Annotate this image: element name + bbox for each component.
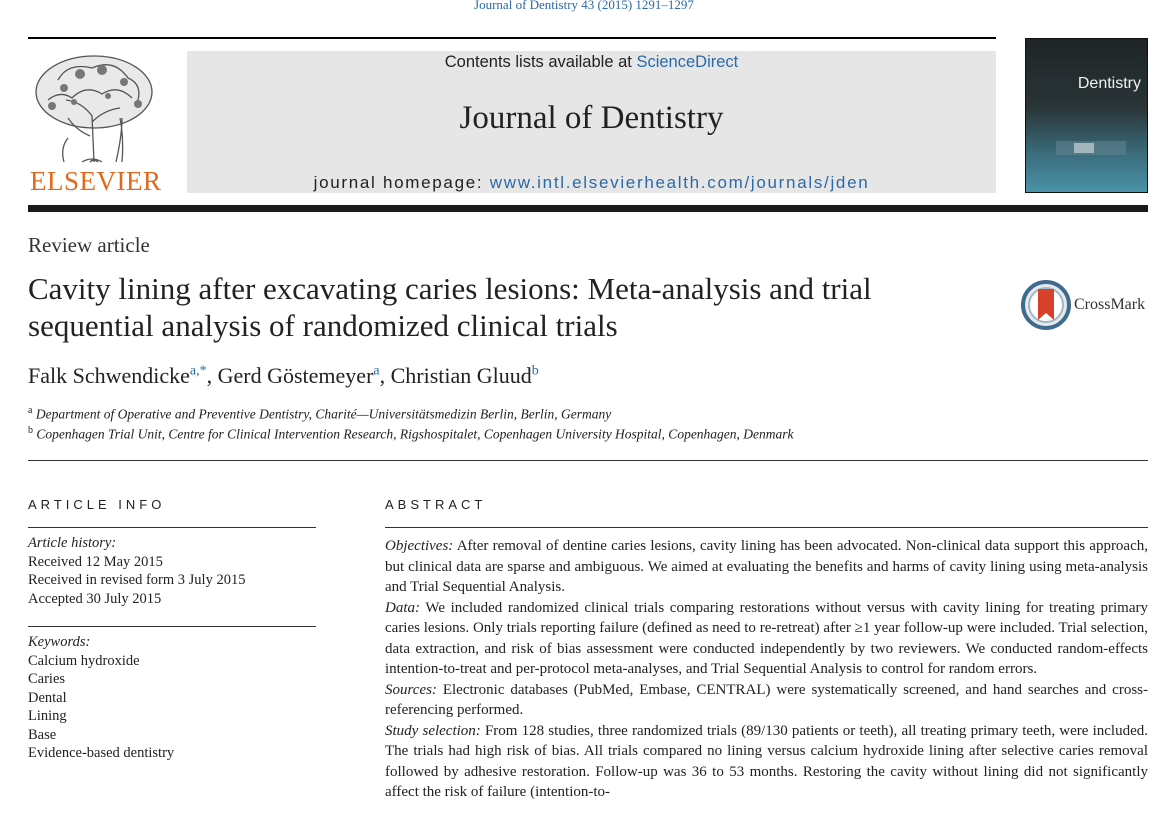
abstract-study-selection [385, 721, 1148, 803]
abstract-section-label: Data: [385, 599, 420, 616]
history-entry: Accepted 30 July 2015 [28, 590, 162, 607]
affiliation-b [28, 425, 794, 443]
crossmark-icon[interactable] [1021, 280, 1071, 330]
homepage-prefix: journal homepage: [313, 173, 484, 192]
author-separator: , [379, 363, 391, 388]
article-history [28, 534, 245, 608]
history-entry: Received in revised form 3 July 2015 [28, 572, 246, 588]
abstract-section-label: Study selection: [385, 722, 481, 739]
affiliation-mark: a [28, 405, 33, 416]
abstract-section-label: Objectives: [385, 538, 454, 554]
affiliation-text: Copenhagen Trial Unit, Centre for Clinical Intervention Research, Rigshospitalet, Copenhagen University Hospital, Copenhagen, Denmark [36, 426, 794, 442]
contents-prefix: Contents lists available at [444, 53, 632, 71]
author-name[interactable]: Christian Gluud [390, 363, 532, 388]
homepage-link[interactable]: www.intl.elsevierhealth.com/journals/jden [489, 173, 870, 192]
sciencedirect-link[interactable]: ScienceDirect [636, 53, 739, 71]
article-info-heading: ARTICLE INFO [28, 497, 166, 512]
abstract-data [385, 598, 1148, 680]
author-affiliation-mark[interactable]: a,* [189, 363, 207, 379]
keyword-item: Base [28, 726, 57, 743]
keyword-item: Caries [28, 671, 66, 687]
section-divider [28, 460, 1148, 461]
article-info-rule [28, 527, 316, 528]
journal-homepage [187, 173, 996, 193]
cover-title: Dentistry [1077, 75, 1141, 92]
history-label: Article history: [28, 535, 117, 551]
elsevier-wordmark: ELSEVIER [30, 166, 162, 196]
abstract-body [385, 536, 1148, 803]
keywords-label: Keywords: [28, 634, 91, 650]
abstract-section-text: We included randomized clinical trials comparing restorations without versus with cavity lining for treating primary caries lesions. Only trials reporting failure (defined as need to re-retreat) after ≥1 year follow-up were included. Trial selection, data extraction, and risk of bias assessment were conducted independently by two reviewers. We conducted random-effects intention-to-treat and per-protocol meta-analyses, and Trial Sequential Analysis to control for random errors. [385, 599, 1148, 677]
contents-line [187, 53, 996, 72]
journal-cover-image[interactable] [1025, 38, 1148, 193]
abstract-objectives [385, 536, 1148, 598]
crossmark-label[interactable]: CrossMark [1074, 296, 1146, 313]
author-separator: , [206, 363, 218, 388]
abstract-section-text: After removal of dentine caries lesions, cavity lining has been advocated. Non-clinical data support this approach, but clinical data are sparse and ambiguous. We aimed at evaluating the benefits and harms of cavity lining using meta-analysis and Trial Sequential Analysis. [385, 538, 1148, 595]
abstract-section-label: Sources: [385, 681, 437, 698]
keyword-item: Lining [28, 708, 67, 724]
author-list [28, 363, 539, 389]
author-name[interactable]: Gerd Göstemeyer [217, 363, 374, 388]
journal-citation[interactable]: Journal of Dentistry 43 (2015) 1291–1297 [474, 0, 694, 12]
cover-artwork [1056, 135, 1126, 165]
keyword-item: Calcium hydroxide [28, 652, 140, 669]
author-affiliation-mark[interactable]: b [531, 363, 539, 379]
author-affiliation-mark[interactable]: a [373, 363, 380, 379]
author-name[interactable]: Falk Schwendicke [28, 363, 190, 388]
abstract-rule [385, 527, 1148, 528]
keyword-item: Dental [28, 689, 67, 706]
top-rule [28, 37, 996, 39]
abstract-sources [385, 680, 1148, 721]
header-divider [28, 205, 1148, 212]
affiliation-a [28, 405, 611, 423]
history-entry: Received 12 May 2015 [28, 553, 163, 570]
abstract-heading: ABSTRACT [385, 497, 487, 512]
journal-title: Journal of Dentistry [459, 100, 724, 136]
affiliation-text: Department of Operative and Preventive Dentistry, Charité—Universitätsmedizin Berlin, Berlin, Germany [35, 406, 612, 422]
abstract-section-text: Electronic databases (PubMed, Embase, CENTRAL) were systematically screened, and hand searches and cross-referencing performed. [385, 681, 1148, 718]
keywords-rule [28, 626, 316, 627]
article-title: Cavity lining after excavating caries lesions: Meta-analysis and trial sequential analysis of randomized clinical trials [28, 271, 872, 343]
article-type: Review article [28, 233, 150, 257]
affiliation-mark: b [28, 425, 33, 436]
keyword-item: Evidence-based dentistry [28, 745, 175, 761]
keywords-block [28, 633, 174, 763]
abstract-section-text: From 128 studies, three randomized trials (89/130 patients or teeth), all treating primary teeth, were included. The trials had high risk of bias. All trials compared no lining versus calcium hydroxide lining after selective caries removal followed by adhesive restoration. Follow-up was 36 to 53 months. Restoring the cavity without lining did not significantly affect the risk of failure (intention-to- [385, 722, 1148, 800]
